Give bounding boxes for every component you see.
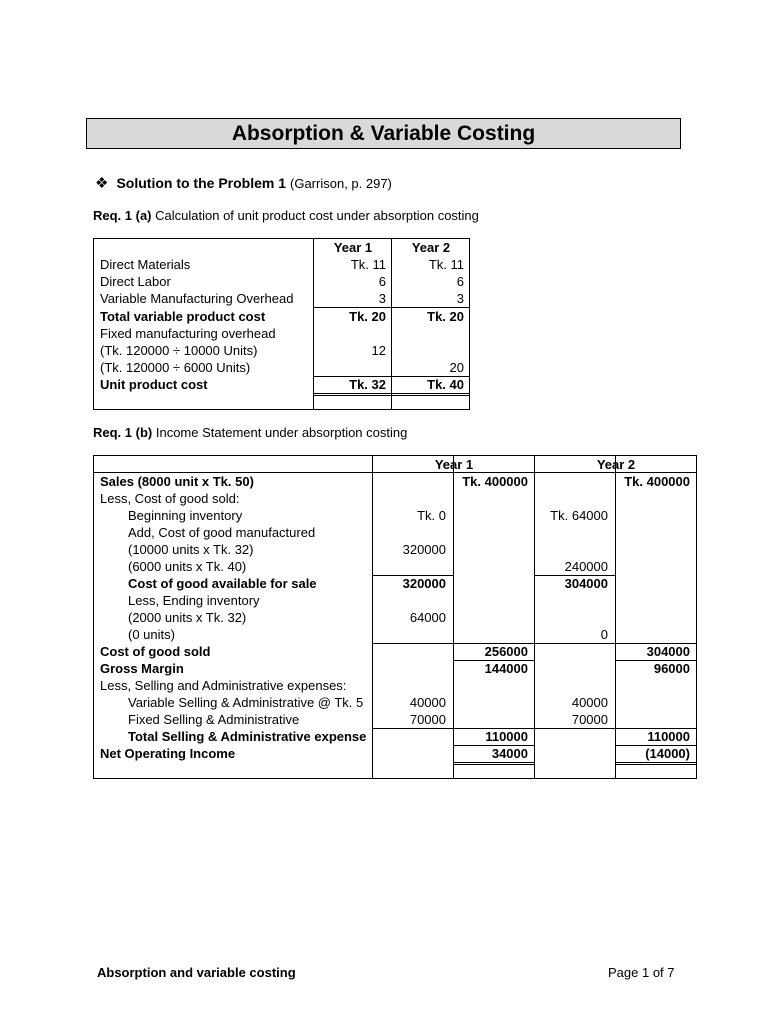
page-number: Page 1 of 7 bbox=[608, 965, 675, 980]
row-label: (0 units) bbox=[128, 627, 175, 642]
double-underline-rule bbox=[616, 762, 697, 763]
table-row bbox=[94, 290, 469, 307]
year2-detail: 304000 bbox=[564, 576, 608, 591]
row-label: Total Selling & Administrative expense bbox=[128, 729, 367, 744]
req-1b-text: Income Statement under absorption costing bbox=[155, 425, 408, 440]
solution-title: Solution to the Problem 1 bbox=[116, 175, 287, 191]
table-row bbox=[94, 325, 469, 342]
table-row bbox=[94, 575, 696, 592]
year1-total: 256000 bbox=[484, 644, 528, 659]
table-row bbox=[94, 592, 696, 609]
year2-detail: 0 bbox=[600, 627, 608, 642]
table-row bbox=[94, 643, 696, 660]
row-label: Gross Margin bbox=[100, 661, 184, 676]
year1-detail: 40000 bbox=[409, 695, 446, 710]
table-header-row bbox=[94, 456, 696, 473]
year1-detail: 320000 bbox=[402, 542, 446, 557]
table-row bbox=[94, 342, 469, 359]
year1-value: Tk. 20 bbox=[349, 309, 386, 324]
footer-title: Absorption and variable costing bbox=[97, 965, 296, 980]
row-label: Sales (8000 unit x Tk. 50) bbox=[100, 474, 254, 489]
year2-total: 110000 bbox=[647, 729, 690, 744]
table-row bbox=[94, 524, 696, 541]
req-1a-label: Req. 1 (a) bbox=[93, 208, 152, 223]
diamond-bullet-icon: ❖ bbox=[95, 175, 109, 192]
table-row bbox=[94, 745, 696, 762]
year2-detail: 40000 bbox=[571, 695, 608, 710]
year1-detail: 64000 bbox=[409, 610, 446, 625]
year2-total: 96000 bbox=[653, 661, 690, 676]
row-label: Cost of good sold bbox=[100, 644, 211, 659]
year2-detail: 70000 bbox=[571, 712, 608, 727]
row-label: (Tk. 120000 ÷ 6000 Units) bbox=[100, 360, 251, 375]
table-row bbox=[94, 376, 469, 393]
year2-value: 6 bbox=[456, 274, 464, 289]
column-header: Year 2 bbox=[411, 240, 451, 255]
column-header: Year 1 bbox=[333, 240, 373, 255]
year1-detail: Tk. 0 bbox=[417, 508, 446, 523]
table-row bbox=[94, 308, 469, 325]
row-label: (Tk. 120000 ÷ 10000 Units) bbox=[100, 343, 258, 358]
row-label: Beginning inventory bbox=[128, 508, 243, 523]
row-label: Variable Manufacturing Overhead bbox=[100, 291, 294, 306]
year1-total: 34000 bbox=[491, 746, 528, 761]
year1-total: Tk. 400000 bbox=[462, 474, 528, 489]
year1-total: 144000 bbox=[484, 661, 528, 676]
table-row bbox=[94, 609, 696, 626]
row-label: Net Operating Income bbox=[100, 746, 236, 761]
row-label: Unit product cost bbox=[100, 377, 208, 392]
table-row bbox=[94, 359, 469, 376]
row-label: Less, Cost of good sold: bbox=[100, 491, 240, 506]
year2-value: Tk. 11 bbox=[428, 257, 464, 272]
column-header: Year 1 bbox=[434, 457, 474, 472]
solution-reference: (Garrison, p. 297) bbox=[290, 176, 392, 191]
req-1a-text: Calculation of unit product cost under absorption costing bbox=[155, 208, 479, 223]
table-row bbox=[94, 694, 696, 711]
year2-total: Tk. 400000 bbox=[624, 474, 690, 489]
row-label: (10000 units x Tk. 32) bbox=[128, 542, 254, 557]
table-row bbox=[94, 273, 469, 290]
table-row bbox=[94, 728, 696, 745]
table-row bbox=[94, 558, 696, 575]
table-row bbox=[94, 541, 696, 558]
year2-detail: 240000 bbox=[564, 559, 608, 574]
row-label: Fixed Selling & Administrative bbox=[128, 712, 300, 727]
year2-value: 3 bbox=[456, 291, 464, 306]
row-label: Direct Materials bbox=[100, 257, 191, 272]
row-label: Less, Selling and Administrative expenses: bbox=[100, 678, 347, 693]
year2-value: 20 bbox=[449, 360, 464, 375]
row-label: Variable Selling & Administrative @ Tk. 5 bbox=[128, 695, 364, 710]
year1-value: 3 bbox=[378, 291, 386, 306]
row-label: Direct Labor bbox=[100, 274, 171, 289]
unit-cost-table bbox=[93, 238, 470, 410]
year1-detail: 70000 bbox=[409, 712, 446, 727]
table-row bbox=[94, 507, 696, 524]
solution-heading bbox=[95, 174, 392, 192]
row-label: Less, Ending inventory bbox=[128, 593, 260, 608]
year2-value: Tk. 20 bbox=[427, 309, 464, 324]
year2-total: 304000 bbox=[646, 644, 690, 659]
year1-value: 6 bbox=[378, 274, 386, 289]
double-underline-rule bbox=[314, 393, 469, 394]
row-label: Fixed manufacturing overhead bbox=[100, 326, 276, 341]
income-statement-table bbox=[93, 455, 697, 779]
row-label: Total variable product cost bbox=[100, 309, 266, 324]
year2-detail: Tk. 64000 bbox=[550, 508, 608, 523]
double-underline-rule bbox=[454, 762, 535, 763]
year2-value: Tk. 40 bbox=[427, 377, 464, 392]
year1-value: Tk. 32 bbox=[349, 377, 386, 392]
req-1b-caption bbox=[93, 425, 407, 440]
double-underline-rule bbox=[454, 764, 535, 765]
table-row bbox=[94, 256, 469, 273]
double-underline-rule bbox=[616, 764, 697, 765]
table-row bbox=[94, 677, 696, 694]
row-label: Add, Cost of good manufactured bbox=[128, 525, 316, 540]
year1-value: 12 bbox=[371, 343, 386, 358]
table-row bbox=[94, 490, 696, 507]
table-row bbox=[94, 626, 696, 643]
year1-value: Tk. 11 bbox=[350, 257, 386, 272]
page-title: Absorption & Variable Costing bbox=[86, 118, 681, 149]
row-label: (6000 units x Tk. 40) bbox=[128, 559, 247, 574]
table-row bbox=[94, 660, 696, 677]
year1-detail: 320000 bbox=[402, 576, 446, 591]
req-1b-label: Req. 1 (b) bbox=[93, 425, 153, 440]
req-1a-caption bbox=[93, 208, 479, 223]
table-row bbox=[94, 473, 696, 490]
double-underline-rule bbox=[314, 395, 469, 396]
column-header: Year 2 bbox=[596, 457, 636, 472]
year1-total: 110000 bbox=[485, 729, 528, 744]
year2-total: (14000) bbox=[645, 746, 690, 761]
row-label: Cost of good available for sale bbox=[128, 576, 317, 591]
table-header-row bbox=[94, 239, 469, 256]
row-label: (2000 units x Tk. 32) bbox=[128, 610, 247, 625]
table-row bbox=[94, 711, 696, 728]
